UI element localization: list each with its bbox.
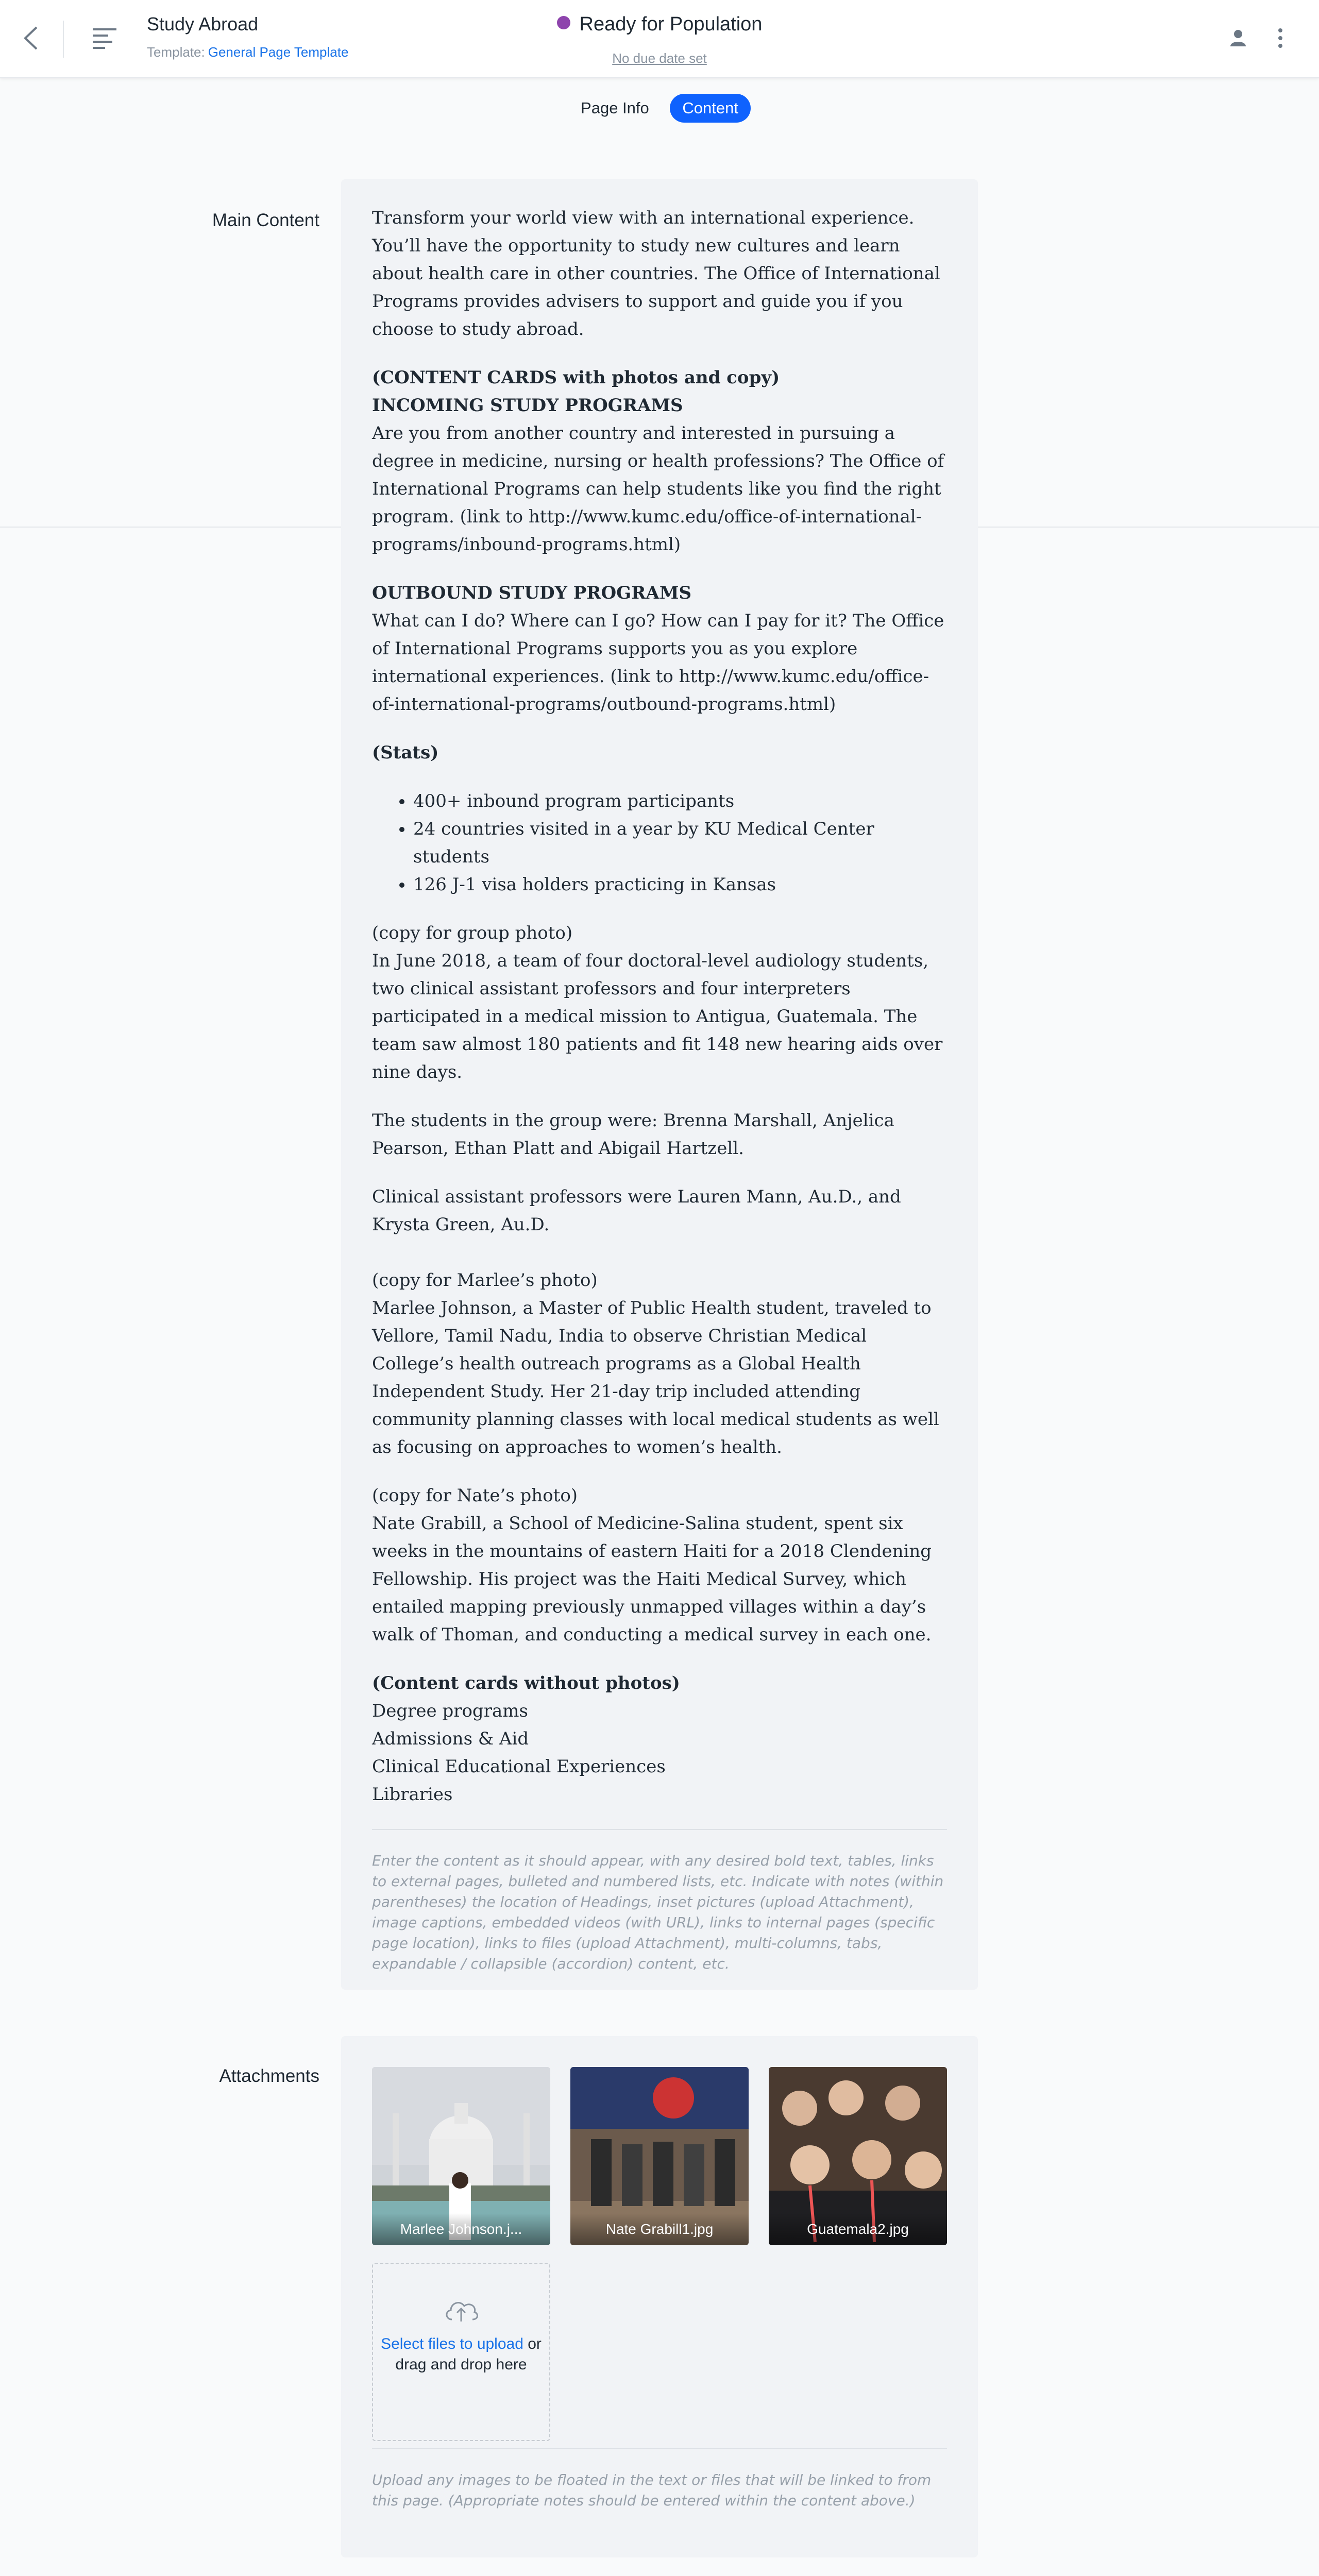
outbound-text: What can I do? Where can I go? How can I pay for it? The Office of International Programs supports you as you explore international experiences. (link to http://www.kumc.edu/office-of-international-programs/outbound-programs.html)	[372, 611, 944, 715]
select-files-link[interactable]: Select files to upload	[381, 2335, 523, 2352]
template-link[interactable]: General Page Template	[208, 44, 349, 60]
group-professors: Clinical assistant professors were Lauren Mann, Au.D., and Krysta Green, Au.D.	[372, 1187, 901, 1235]
tab-page-info[interactable]: Page Info	[581, 99, 649, 117]
drag-drop-text: or drag and drop here	[395, 2335, 542, 2373]
user-icon	[1229, 29, 1247, 47]
due-date-link[interactable]: No due date set	[612, 50, 707, 66]
page-tabs	[0, 94, 1319, 123]
tab-content[interactable]: Content	[670, 94, 751, 123]
attachment-thumbnail[interactable]	[372, 2067, 550, 2245]
marlee-text: Marlee Johnson, a Master of Public Health student, traveled to Vellore, Tamil Nadu, India to observe Christian Medical College’s health outreach programs as a Global Health Independent Study. Her 21-day trip included attending community planning classes with local medical students as well as focusing on approaches to women’s health.	[372, 1298, 939, 1458]
attachment-thumbnail[interactable]	[570, 2067, 749, 2245]
more-vertical-icon	[1277, 28, 1283, 48]
status-dot-icon	[557, 16, 570, 29]
status-label: Ready for Population	[579, 13, 763, 35]
incoming-text: Are you from another country and interested in pursuing a degree in medicine, nursing or health professions? The Office of International Programs can help students like you find the right program. (link to http://www.kumc.edu/office-of-international-programs/inbound-programs.html)	[372, 423, 944, 555]
attachment-filename: Marlee Johnson.j...	[372, 2213, 550, 2245]
group-note: (copy for group photo)	[372, 923, 573, 943]
incoming-block	[372, 364, 947, 558]
list-item: Libraries	[372, 1784, 453, 1805]
content-body[interactable]	[341, 179, 978, 1808]
cloud-upload-icon	[443, 2297, 480, 2324]
attachments-panel	[341, 2036, 978, 2557]
cards-note: (CONTENT CARDS with photos and copy)	[372, 367, 780, 388]
no-photo-heading: (Content cards without photos)	[372, 1673, 680, 1693]
incoming-heading: INCOMING STUDY PROGRAMS	[372, 395, 683, 416]
no-photo-block	[372, 1669, 947, 1808]
nate-note: (copy for Nate’s photo)	[372, 1485, 578, 1506]
attachments-label: Attachments	[219, 2066, 319, 2086]
list-item: • 400+ inbound program participants	[413, 787, 947, 815]
more-options-button[interactable]	[1267, 23, 1293, 54]
attachment-filename: Guatemala2.jpg	[769, 2213, 947, 2245]
nate-text: Nate Grabill, a School of Medicine-Salina student, spent six weeks in the mountains of eastern Haiti for a 2018 Clendening Fellowship. His project was the Haiti Medical Survey, which entailed mapping previously unmapped villages within a day’s walk of Thoman, and conducting a medical survey in each one.	[372, 1513, 932, 1645]
assignee-button[interactable]	[1224, 23, 1253, 54]
outbound-block	[372, 579, 947, 718]
outbound-heading: OUTBOUND STUDY PROGRAMS	[372, 583, 692, 603]
attachment-filename: Nate Grabill1.jpg	[570, 2213, 749, 2245]
list-item: • 126 J-1 visa holders practicing in Kansas	[413, 871, 947, 899]
nate-block	[372, 1482, 947, 1649]
list-item: Clinical Educational Experiences	[372, 1756, 666, 1777]
main-content-label: Main Content	[212, 210, 319, 230]
marlee-block	[372, 1266, 947, 1461]
page-title: Study Abroad	[147, 13, 259, 35]
group-text: In June 2018, a team of four doctoral-level audiology students, two clinical assistant professors and four interpreters participated in a medical mission to Antigua, Guatemala. The team saw almost 180 patients and fit 148 new hearing aids over nine days.	[372, 951, 943, 1082]
top-bar	[0, 0, 1319, 78]
group-students: The students in the group were: Brenna Marshall, Anjelica Pearson, Ethan Platt and Abigail Hartzell.	[372, 1110, 894, 1159]
workflow-status[interactable]	[0, 13, 1319, 36]
attachment-thumbnail[interactable]	[769, 2067, 947, 2245]
list-item: • 24 countries visited in a year by KU Medical Center students	[413, 815, 947, 871]
main-content-editor[interactable]	[341, 179, 978, 1990]
stats-list	[372, 787, 947, 899]
group-block	[372, 919, 947, 1086]
list-item: Degree programs	[372, 1701, 528, 1721]
content-hint: Enter the content as it should appear, with any desired bold text, tables, links to external pages, bulleted and numbered lists, etc. Indicate with notes (within parentheses) the location of Headings, inset pictures (upload Attachment), image captions, embedded videos (with URL), links to internal pages (specific page location), links to files (upload Attachment), multi-columns, tabs, expandable / collapsible (accordion) content, etc.	[372, 1852, 944, 1972]
attachments-hint: Upload any images to be floated in the text or files that will be linked to from this page. (Appropriate notes should be entered within the content above.)	[372, 2471, 932, 2509]
file-upload-dropzone[interactable]	[372, 2263, 550, 2441]
attachment-grid	[341, 2036, 978, 2438]
intro-paragraph: Transform your world view with an international experience. You’ll have the opportunity to study new cultures and learn about health care in other countries. The Office of International Programs provides advisers to support and guide you if you choose to study abroad.	[372, 208, 940, 340]
stats-heading: (Stats)	[372, 742, 439, 763]
list-item: Admissions & Aid	[372, 1728, 529, 1749]
marlee-note: (copy for Marlee’s photo)	[372, 1270, 598, 1291]
template-label: Template:	[147, 44, 205, 60]
